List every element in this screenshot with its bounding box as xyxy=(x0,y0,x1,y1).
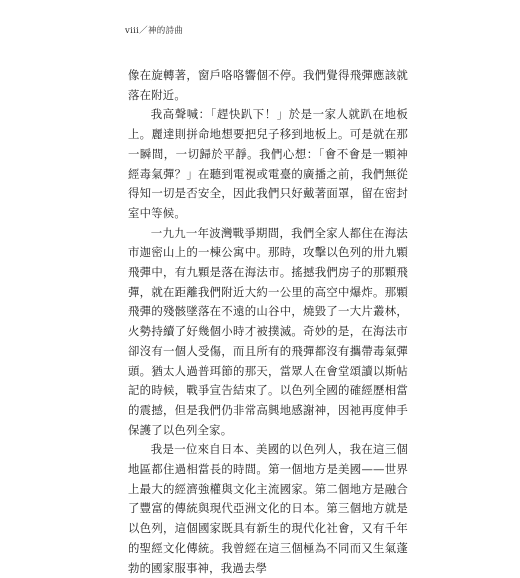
paragraph: 我高聲喊：「趕快趴下！」於是一家人就趴在地板上。麗達則拼命地想要把兒子移到地板上。可是就在那一瞬間，一切歸於平靜。我們心想：「會不會是一顆神經毒氣彈？」在聽到電視或電臺的廣播之前，我們無從得知一切是否安全，因此我們只好戴著面罩，留在密封室中等候。 xyxy=(128,107,408,220)
running-head: viii／神的詩曲 xyxy=(125,26,184,36)
paragraph: 一九九一年波灣戰爭期間，我們全家人都住在海法市迦密山上的一棟公寓中。那時，攻擊以色列的卅九顆飛彈中，有九顆是落在海法市。搖撼我們房子的那顆飛彈，就在距離我們附近大約一公里的高空中爆炸。那顆飛彈的殘骸墜落在不遠的山谷中，燒毀了一大片叢林，火勢持續了好幾個小時才被撲滅。奇妙的是，在海法市卻沒有一個人受傷，而且所有的飛彈都沒有攜帶毒氣彈頭。猶太人過普珥節的那天，當眾人在會堂頌讀以斯帖記的時候，戰爭宣告結束了。以色列全國的確經歷相當的震撼，但是我們仍非常高興地感謝神，因祂再度伸手保護了以色列全家。 xyxy=(128,225,408,437)
paragraph: 我是一位來自日本、美國的以色列人，我在這三個地區都住過相當長的時間。第一個地方是美國——世界上最大的經濟強權與文化主流國家。第二個地方是融合了豐富的傳統與現代亞洲文化的日本。第三個地方就是以色列，這個國家既具有新生的現代化社會，又有千年的聖經文化傳統。我曾經在這三個極為不同而又生氣蓬勃的國家服事神，我過去學 xyxy=(128,442,408,575)
paragraph-continued: 像在旋轉著，窗戶咯咯響個不停。我們覺得飛彈應該就落在附近。 xyxy=(128,68,408,102)
body-text xyxy=(128,66,408,578)
